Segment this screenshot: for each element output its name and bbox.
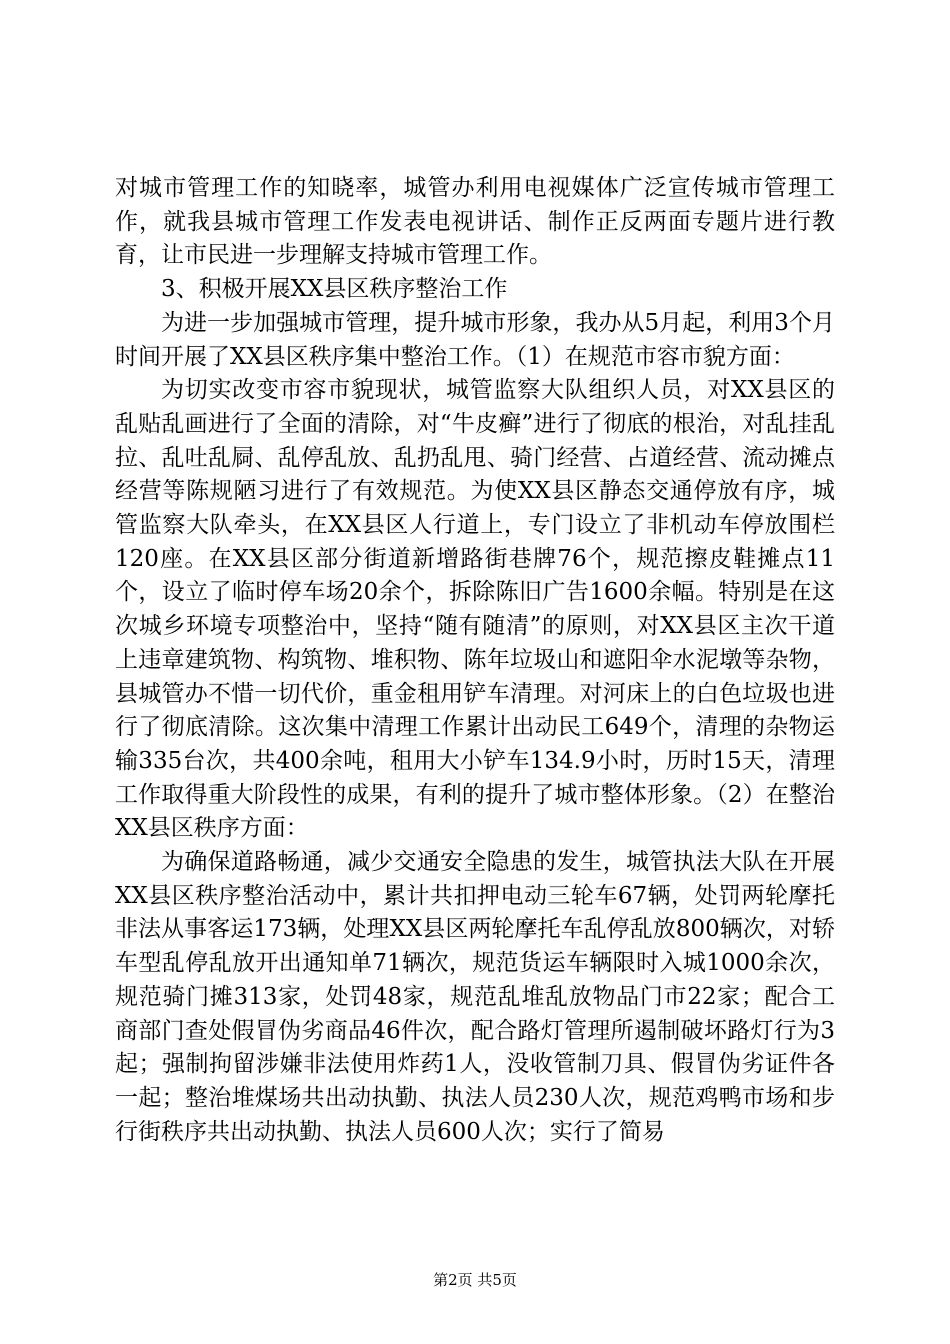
- paragraph-traffic-order: 为确保道路畅通，减少交通安全隐患的发生，城管执法大队在开展XX县区秩序整治活动中，累计共扣押电动三轮车67辆，处罚两轮摩托非法从事客运173辆，处理XX县区两轮摩托车乱停乱放800辆次，对轿车型乱停乱放开出通知单71辆次，规范货运车辆限时入城1000余次，规范骑门摊313家，处罚48家，规范乱堆乱放物品门市22家；配合工商部门查处假冒伪劣商品46件次，配合路灯管理所遏制破坏路灯行为3起；强制拘留涉嫌非法使用炸药1人，没收管制刀具、假冒伪劣证件各一起；整治堆煤场共出动执勤、执法人员230人次，规范鸡鸭市场和步行街秩序共出动执勤、执法人员600人次；实行了简易: [115, 849, 835, 1145]
- page-number: 第2页 共5页: [433, 1271, 517, 1289]
- paragraph-city-appearance: 为切实改变市容市貌现状，城管监察大队组织人员，对XX县区的乱贴乱画进行了全面的清除，对“牛皮癣”进行了彻底的根治，对乱挂乱拉、乱吐乱屙、乱停乱放、乱扔乱甩、骑门经营、占道经营、流动摊点经营等陈规陋习进行了有效规范。为使XX县区静态交通停放有序，城管监察大队牵头，在XX县区人行道上，专门设立了非机动车停放围栏120座。在XX县区部分街道新增路街巷牌76个，规范擦皮鞋摊点11个，设立了临时停车场20余个，拆除陈旧广告1600余幅。特别是在这次城乡环境专项整治中，坚持“随有随清”的原则，对XX县区主次干道上违章建筑物、构筑物、堆积物、陈年垃圾山和遮阳伞水泥墩等杂物，县城管办不惜一切代价，重金租用铲车清理。对河床上的白色垃圾也进行了彻底清除。这次集中清理工作累计出动民工649个，清理的杂物运输335台次，共400余吨，租用大小铲车134.9小时，历时15天，清理工作取得重大阶段性的成果，有利的提升了城市整体形象。（2）在整治XX县区秩序方面：: [115, 377, 835, 842]
- paragraph-continuation: 对城市管理工作的知晓率，城管办利用电视媒体广泛宣传城市管理工作，就我县城市管理工作发表电视讲话、制作正反两面专题片进行教育，让市民进一步理解支持城市管理工作。: [115, 175, 835, 269]
- paragraph-intro: 为进一步加强城市管理，提升城市形象，我办从5月起，利用3个月时间开展了XX县区秩序集中整治工作。（1）在规范市容市貌方面：: [115, 309, 835, 370]
- section-heading: 3、积极开展XX县区秩序整治工作: [161, 276, 508, 303]
- document-body: [115, 172, 835, 1149]
